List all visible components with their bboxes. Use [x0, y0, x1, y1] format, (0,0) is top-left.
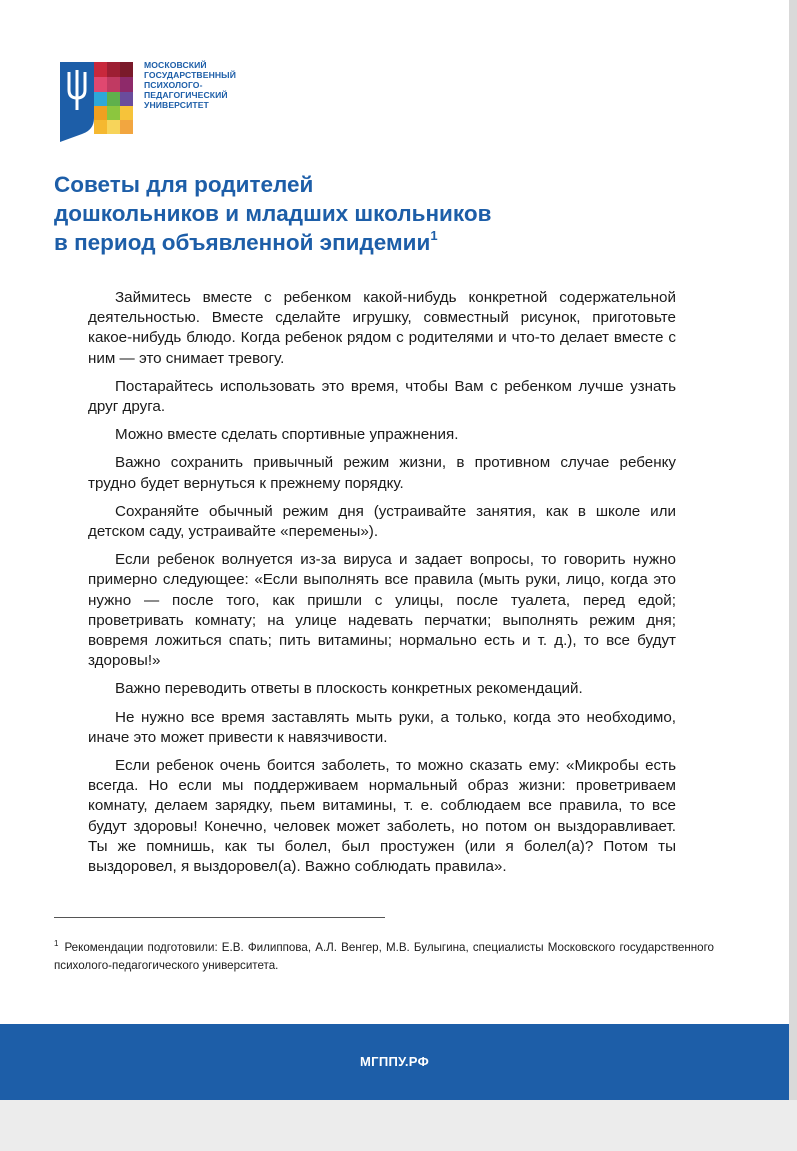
page-edge-shadow: [789, 0, 797, 1100]
title-line: Советы для родителей: [54, 172, 314, 197]
logo-line: УНИВЕРСИТЕТ: [144, 100, 209, 110]
footnote-reference[interactable]: 1: [430, 227, 438, 243]
paragraph: Если ребенок волнуется из-за вируса и задает вопросы, то говорить нужно примерно следующее: «Если выполнять все правила (мыть руки, лицо, когда это нужно — после того, как пришли с улицы, после туалета, перед едой; проветривать комнату; на улице надевать перчатки; выполнять режим дня; вовремя ложиться спать; пить витамины; нормально есть и т. д.), то все будут здоровы!»: [88, 551, 676, 670]
paragraph: Сохраняйте обычный режим дня (устраивайте занятия, как в школе или детском саду, устраивайте «перемены»).: [88, 502, 676, 541]
footnote-text: Рекомендации подготовили: Е.В. Филиппова, А.Л. Венгер, М.В. Булыгина, специалисты Московского государственного психолого-педагогического университета.: [54, 940, 714, 972]
title-line-text: в период объявленной эпидемии: [54, 230, 431, 255]
article-body: [88, 288, 676, 885]
page-footer: [0, 1024, 789, 1100]
university-logo: [60, 60, 260, 144]
paragraph: Если ребенок очень боится заболеть, то можно сказать ему: «Микробы есть всегда. Но если мы поддерживаем нормальный образ жизни: проветриваем комнату, делаем зарядку, пьем витамины, т. е. соблюдаем все правила, то все будут здоровы! Конечно, человек может заболеть, но потом он выздоравливает. Ты же помнишь, как ты болел, был простужен (или я болел(а)? Потом ты выздоровел, я выздоровел(а). Важно соблюдать правила».: [88, 757, 676, 876]
logo-line: ПСИХОЛОГО-: [144, 80, 203, 90]
logo-line: ГОСУДАРСТВЕННЫЙ: [144, 70, 236, 80]
footnote: [54, 935, 714, 975]
paragraph: Займитесь вместе с ребенком какой-нибудь конкретной содержательной деятельностью. Вместе сделайте игрушку, совместный рисунок, приготовьте какое-нибудь блюдо. Когда ребенок рядом с родителями и что-то делает вместе с ним — это снимает тревогу.: [88, 289, 676, 367]
paragraph: Важно переводить ответы в плоскость конкретных рекомендаций.: [115, 680, 583, 698]
logo-text: [144, 60, 236, 110]
page-title: [54, 170, 754, 257]
paragraph: Постарайтесь использовать это время, чтобы Вам с ребенком лучше узнать друг друга.: [88, 377, 676, 416]
university-emblem-icon: [60, 60, 134, 142]
logo-line: ПЕДАГОГИЧЕСКИЙ: [144, 90, 228, 100]
footnote-divider: [54, 917, 385, 918]
footer-site-link[interactable]: МГППУ.РФ: [360, 1054, 429, 1069]
paragraph: Важно сохранить привычный режим жизни, в противном случае ребенку трудно будет вернуться к прежнему порядку.: [88, 454, 676, 492]
logo-line: МОСКОВСКИЙ: [144, 60, 207, 70]
footnote-mark: 1: [54, 939, 59, 948]
paragraph: Не нужно все время заставлять мыть руки, а только, когда это необходимо, иначе это может привести к навязчивости.: [88, 708, 676, 746]
title-line: дошкольников и младших школьников: [54, 201, 492, 226]
paragraph: Можно вместе сделать спортивные упражнения.: [115, 426, 459, 444]
title-line: [54, 228, 754, 257]
